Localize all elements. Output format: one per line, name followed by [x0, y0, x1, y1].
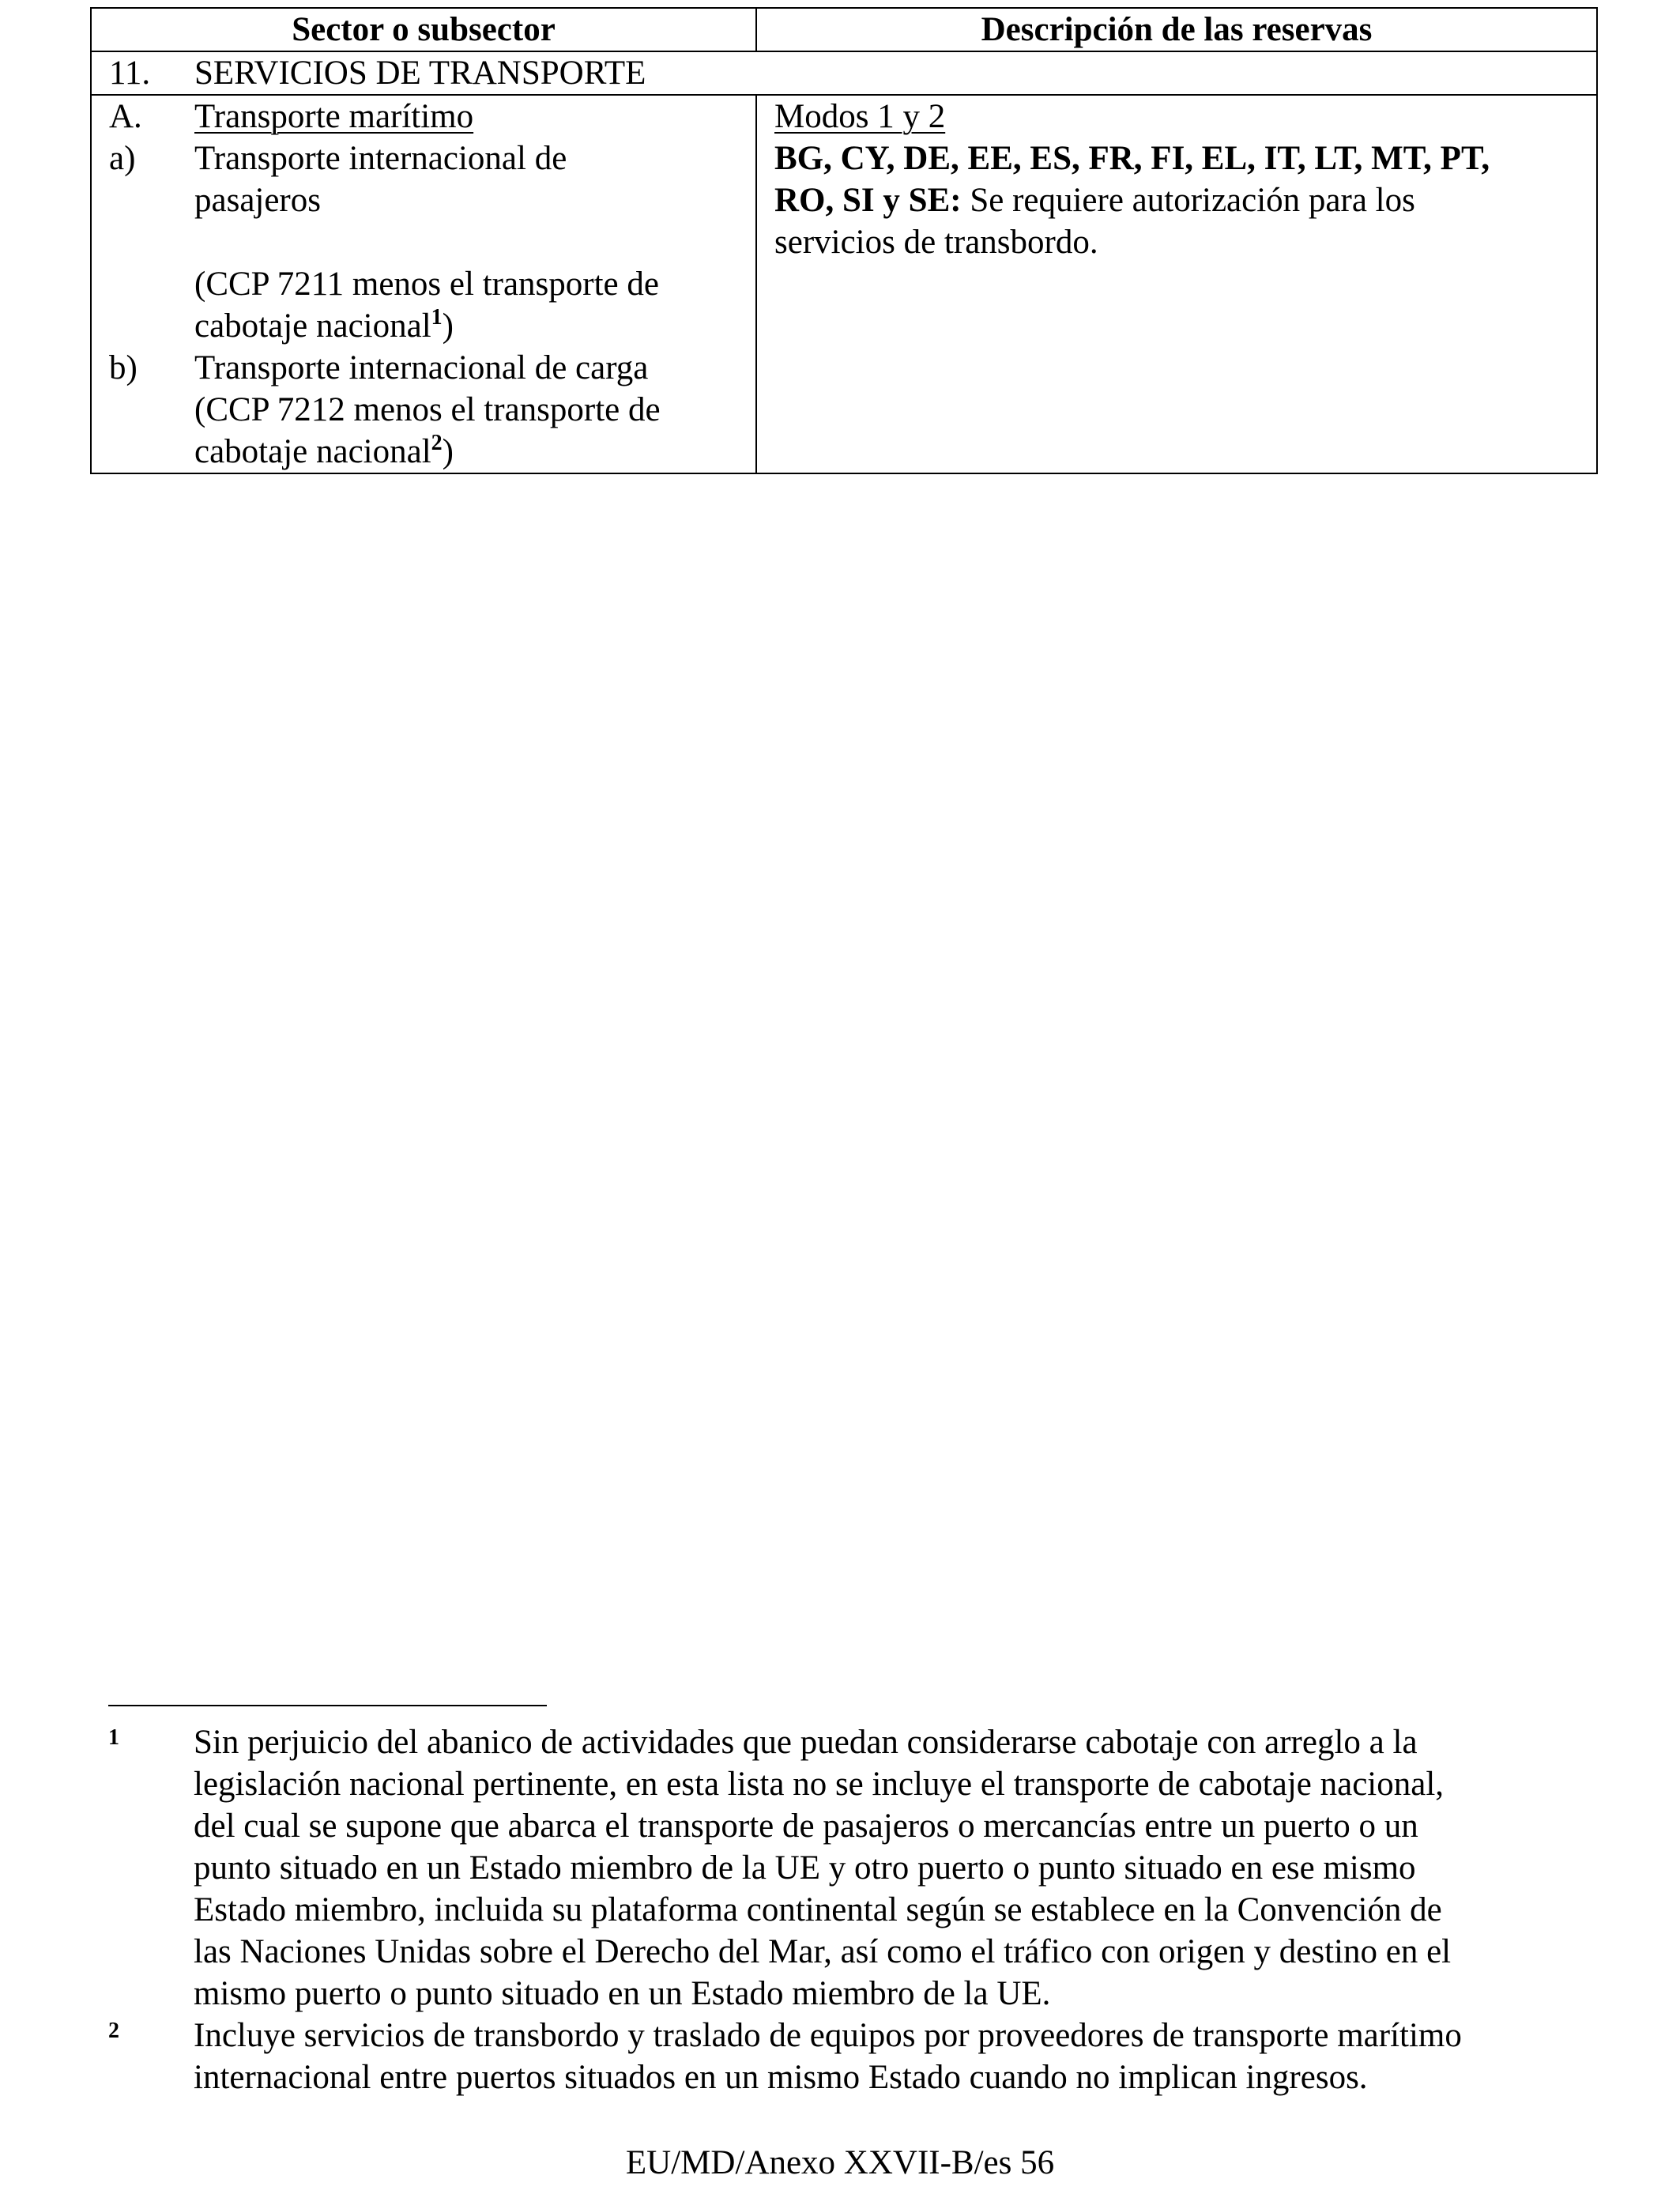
header-sector: Sector o subsector	[91, 8, 756, 51]
footnote-separator	[108, 1705, 547, 1706]
footnote-mark: 2	[108, 2019, 119, 2043]
modes-label: Modos 1 y 2	[774, 98, 946, 135]
footnote-2	[108, 2015, 1578, 2098]
footnotes	[108, 1721, 1578, 2098]
description-cell	[756, 95, 1597, 473]
countries-list-cont: RO, SI y SE:	[774, 182, 962, 219]
footnote-ref-2[interactable]: 2	[431, 431, 443, 455]
sector-cell	[91, 95, 756, 473]
footnote-line: del cual se supone que abarca el transporte de pasajeros o mercancías entre un puerto o un	[194, 1808, 1418, 1845]
footnote-1	[108, 1721, 1578, 2015]
section-row	[91, 51, 1597, 95]
footnote-text	[194, 1721, 1578, 2015]
item-title-line: pasajeros	[194, 182, 321, 219]
item-marker: b)	[109, 349, 137, 386]
subsection-title: Transporte marítimo	[194, 98, 474, 135]
subsection-letter: A.	[109, 98, 142, 135]
table-row	[91, 95, 1597, 473]
item-ccp-text: cabotaje nacional	[194, 433, 431, 470]
item-ccp-line	[194, 305, 738, 347]
footnote-line: Incluye servicios de transbordo y traslado de equipos por proveedores de transporte marítimo	[194, 2017, 1462, 2054]
table-header-row	[91, 8, 1597, 51]
description-text: Se requiere autorización para los	[961, 182, 1415, 219]
section-title: SERVICIOS DE TRANSPORTE	[194, 55, 646, 92]
item-ccp-text: cabotaje nacional	[194, 307, 431, 345]
item-title-line: Transporte internacional de carga	[194, 349, 649, 386]
footnote-line: Sin perjuicio del abanico de actividades que puedan considerarse cabotaje con arreglo a la	[194, 1724, 1418, 1761]
item-ccp-line	[194, 431, 738, 473]
description-text-cont: servicios de transbordo.	[774, 224, 1098, 261]
list-item	[109, 138, 738, 347]
item-ccp-line: (CCP 7211 menos el transporte de	[194, 266, 659, 303]
item-ccp-line: (CCP 7212 menos el transporte de	[194, 391, 661, 428]
header-description: Descripción de las reservas	[756, 8, 1597, 51]
countries-list: BG, CY, DE, EE, ES, FR, FI, EL, IT, LT, MT, PT,	[774, 140, 1490, 177]
item-marker: a)	[109, 140, 136, 177]
item-title-line: Transporte internacional de	[194, 140, 567, 177]
footnote-line: mismo puerto o punto situado en un Estado miembro de la UE.	[194, 1975, 1051, 2012]
footnote-mark: 1	[108, 1725, 119, 1750]
footnote-line: punto situado en un Estado miembro de la UE y otro puerto o punto situado en ese mismo	[194, 1849, 1416, 1887]
page-footer: EU/MD/Anexo XXVII-B/es 56	[625, 2144, 1055, 2181]
section-cell	[91, 51, 1597, 95]
footnote-line: las Naciones Unidas sobre el Derecho del Mar, así como el tráfico con origen y destino en el	[194, 1933, 1452, 1970]
footnote-text	[194, 2015, 1578, 2098]
footnote-line: legislación nacional pertinente, en esta lista no se incluye el transporte de cabotaje nacional,	[194, 1766, 1445, 1803]
list-item	[109, 347, 738, 473]
footnote-ref-1[interactable]: 1	[431, 305, 443, 330]
footnote-line: Estado miembro, incluida su plataforma continental según se establece en la Convención de	[194, 1891, 1442, 1928]
item-ccp-close: )	[442, 307, 454, 345]
section-number: 11.	[109, 55, 151, 92]
reservations-table	[90, 7, 1598, 474]
item-ccp-close: )	[442, 433, 454, 470]
footnote-line: internacional entre puertos situados en un mismo Estado cuando no implican ingresos.	[194, 2059, 1368, 2096]
